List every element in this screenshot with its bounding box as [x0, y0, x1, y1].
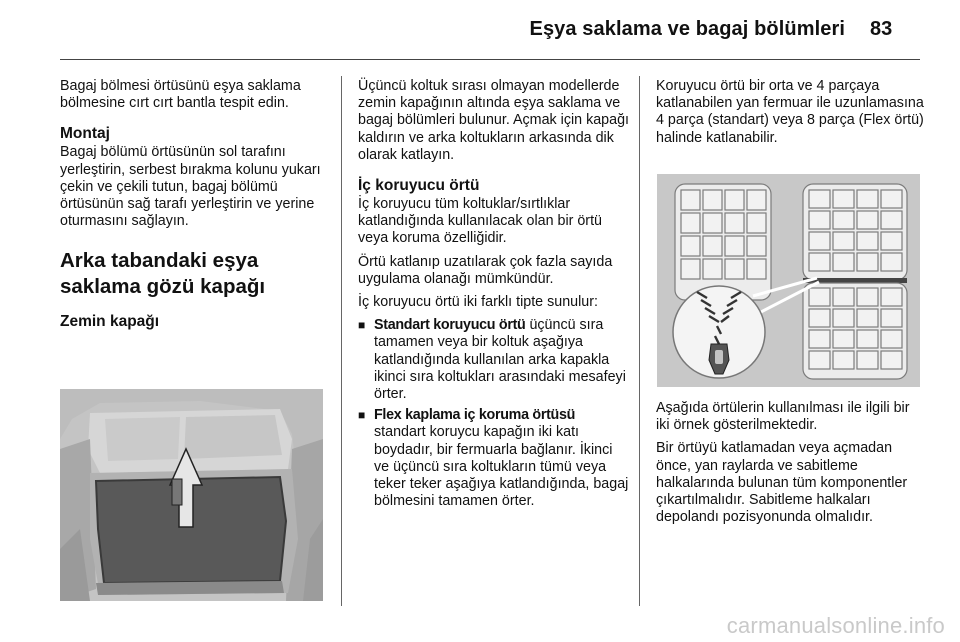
- bullet-text: standart koruycu kapağın iki katı boydadır, bir fermuarla bağlanır. İkinci ve üçüncü sıra koltukların tümü veya teker teker aşağıya katlandığında, bagaj bölmesini tamamen örter.: [374, 424, 629, 510]
- header-rule: [60, 59, 920, 60]
- col2-p2: Örtü katlanıp uzatılarak çok fazla sayıda uygulama olanağı mümkündür.: [358, 253, 613, 287]
- watermark: carmanualsonline.info: [726, 613, 945, 638]
- col2-p3: İç koruyucu örtü iki farklı tipte sunulur:: [358, 294, 598, 311]
- bullet-square-icon: ■: [358, 408, 366, 423]
- ic-koruyucu-heading: İç koruyucu örtü: [358, 177, 480, 195]
- bullet-square-icon: ■: [358, 318, 366, 333]
- col1-intro: Bagaj bölmesi örtüsünü eşya saklama bölmesine cırt cırt bantla tespit edin.: [60, 78, 301, 112]
- col3-p3: Bir örtüyü katlamadan veya açmadan önce, yan raylarda ve sabitleme halkalarında bulunan tüm komponentler çıkartılmalıdır. Sabitleme halkaları depolandı pozisyonunda olmalıdır.: [656, 440, 908, 526]
- col3-p2: Aşağıda örtülerin kullanılması ile ilgili bir iki örnek gösterilmektedir.: [656, 400, 910, 434]
- column-3: [656, 78, 924, 153]
- zemin-heading: Zemin kapağı: [60, 313, 160, 331]
- cover-types-list: [358, 317, 630, 510]
- list-item: [358, 317, 630, 403]
- bullet-term: Standart koruyucu örtü: [374, 317, 526, 334]
- page-header-title: Eşya saklama ve bagaj bölümleri: [529, 18, 845, 40]
- list-item: [358, 407, 630, 510]
- col2-intro: Üçüncü koltuk sırası olmayan modellerde zemin kapağının altında eşya saklama ve bagaj bölümleri bulunur. Açmak için kapağı kaldırın ve arka koltukların arkasında dik olarak katlayın.: [358, 78, 630, 163]
- col2-p1: İç koruyucu tüm koltuklar/sırtlıklar katlandığında kullanılacak olan bir örtü veya koruma özelliğidir.: [358, 196, 602, 247]
- section-title: Arka tabandaki eşya saklama gözü kapağı: [60, 249, 266, 299]
- bullet-term: Flex kaplama iç koruma örtüsü: [374, 407, 576, 424]
- column-divider-1: [341, 76, 342, 606]
- column-1: [60, 78, 325, 341]
- column-divider-2: [639, 76, 640, 606]
- trunk-floor-cover-illustration: [60, 389, 323, 601]
- bullet-text: üçüncü sıra tamamen veya bir koltuk aşağıya katlandığında kullanılan arka kapakla ikinci sıra koltukları arasındaki mesafeyi örter.: [374, 317, 626, 403]
- cover-panels-zipper-illustration: [657, 174, 920, 387]
- page-number: 83: [870, 18, 893, 40]
- column-3-lower: [656, 400, 924, 532]
- column-2: [358, 78, 630, 514]
- montaj-text: Bagaj bölümü örtüsünün sol tarafını yerleştirin, serbest bırakma kolunu yukarı çekin ve çekili tutun, bagaj bölümü örtüsünün sağ tarafı yerleştirin ve yerine oturmasını sağlayın.: [60, 144, 321, 230]
- col3-p1: Koruyucu örtü bir orta ve 4 parçaya katlanabilen yan fermuar ile uzunlamasına 4 parça (standart) veya 8 parça (Flex örtü) halinde katlanabilir.: [656, 78, 924, 146]
- montaj-heading: Montaj: [60, 125, 110, 143]
